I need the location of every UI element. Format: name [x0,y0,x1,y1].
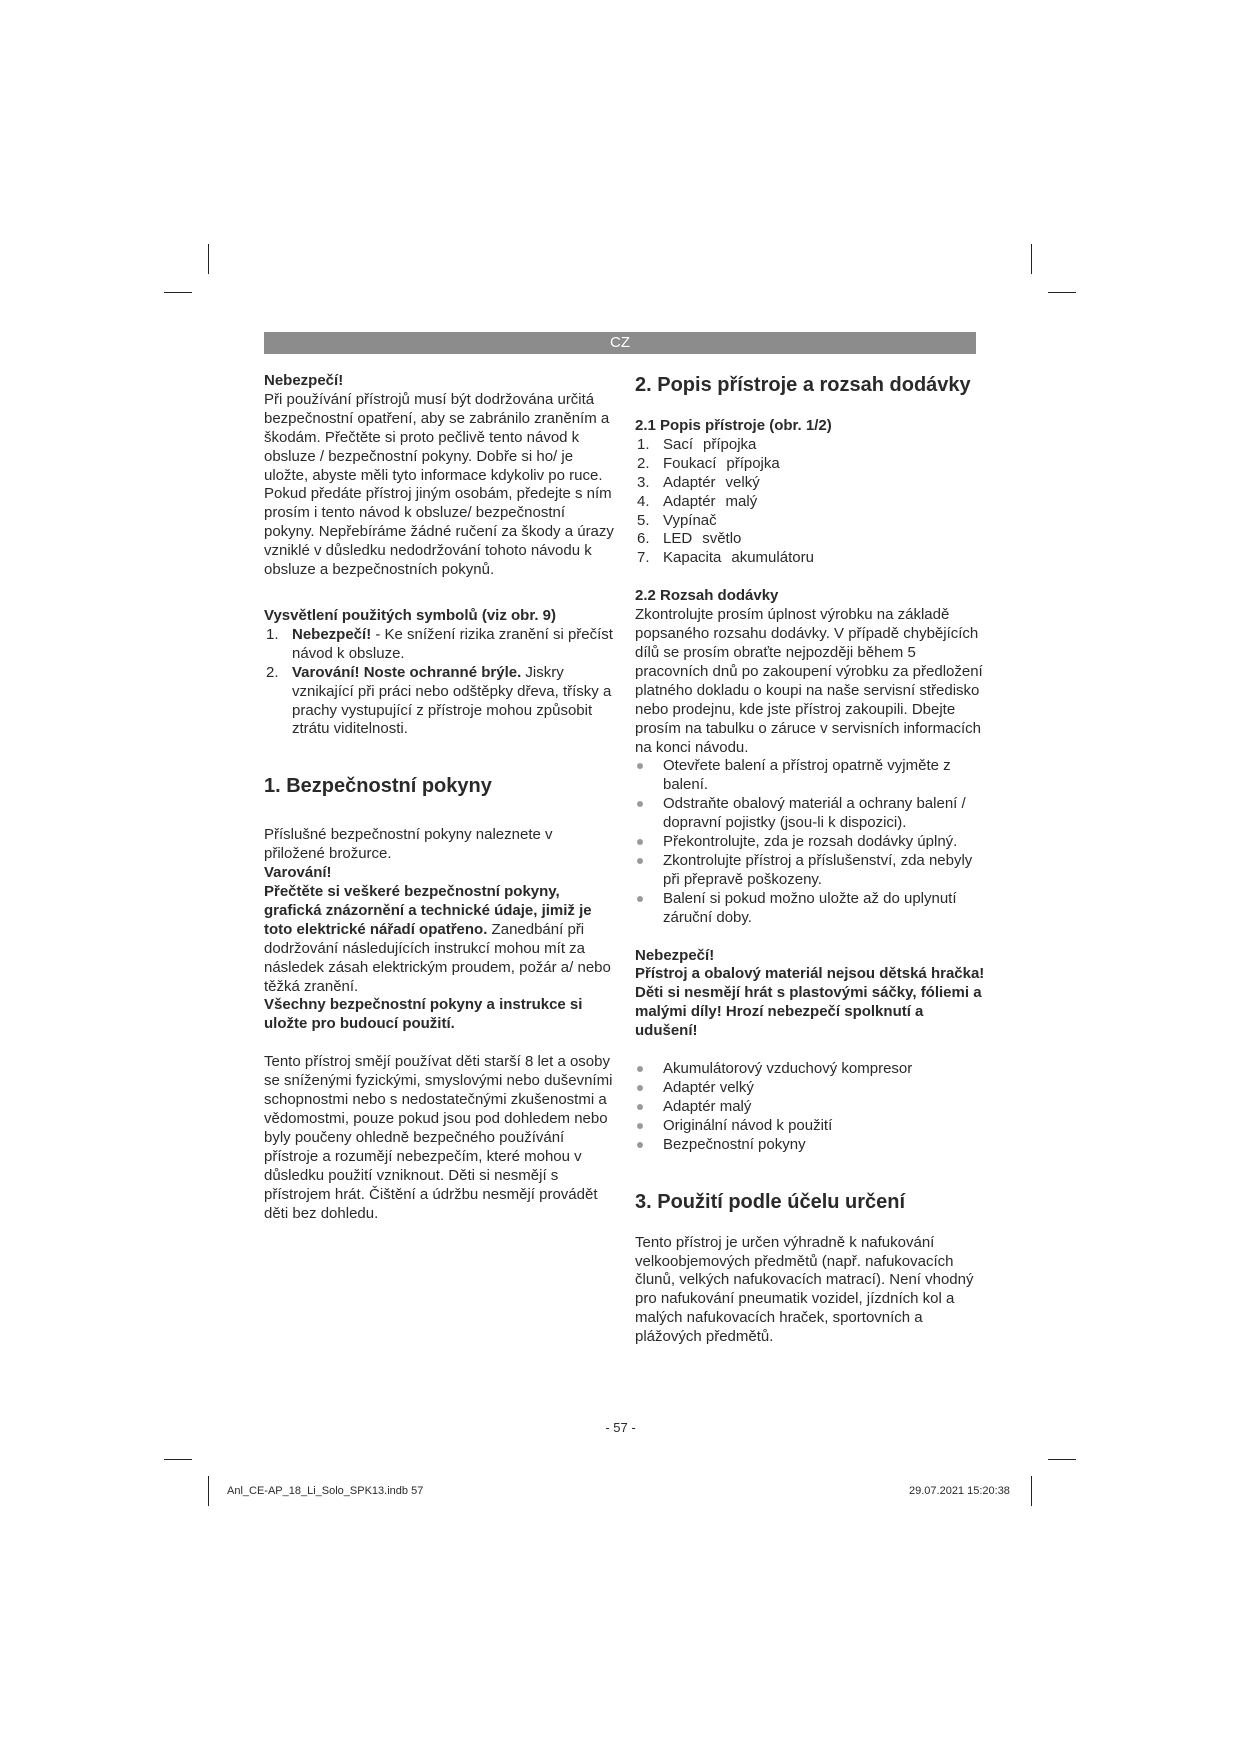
list-item: Balení si pokud možno uložte až do uplynutí záruční doby. [635,890,985,928]
section-3-title: 3. Použití podle účelu určení [635,1190,906,1213]
list-item: 6. LED světlo [637,530,742,548]
danger-heading: Nebezpečí! [635,946,715,964]
symbols-heading: Vysvětlení použitých symbolů (viz obr. 9) [264,606,557,624]
list-item: Adaptér malý [635,1098,985,1117]
list-item: Překontrolujte, zda je rozsah dodávky úplný. [635,833,985,852]
section-1-intro: Příslušné bezpečnostní pokyny naleznete v přiložené brožurce. [264,826,553,863]
crop-mark [208,244,209,274]
section-2-title: 2. Popis přístroje a rozsah dodávky [635,374,971,396]
language-code: CZ [610,334,630,351]
subsection-2-1-title: 2.1 Popis přístroje (obr. 1/2) [635,417,832,434]
crop-mark [1048,1459,1076,1460]
parts-list [635,436,985,568]
section-1-title: 1. Bezpečnostní pokyny [264,775,492,798]
children-paragraph: Tento přístroj smějí používat děti starší 8 let a osoby se sníženými fyzickými, smyslovými nebo duševními schopnostmi nebo s nedostatečnými zkušenostmi a vědomostmi, pouze pokud jsou pod dohledem nebo byly poučeny ohledně bezpečného používání přístroje a rozumějí nebezpečím, které mohou v důsledku použití vzniknout. Děti si nesmějí s přístrojem hrát. Čištění a údržbu nesmějí provádět děti bez dohledu. [264,1053,613,1222]
crop-mark [1031,244,1032,274]
list-item: 3. Adaptér velký [637,473,760,491]
list-item: 4. Adaptér malý [637,492,758,510]
symbols-list [264,626,614,739]
list-item: 2. Varování! Noste ochranné brýle. Jiskry vznikající při práci nebo odštěpky dřeva, třísky a prachy vystupující z přístroje mohou způsobit ztrátu viditelnosti. [266,663,612,738]
page-number: - 57 - [605,1420,636,1435]
warning-paragraph: Přečtěte si veškeré bezpečnostní pokyny, grafická znázornění a technické údaje, jimiž je toto elektrické nářadí opatřeno. Zanedbání při dodržování následujících instrukcí mohou mít za následek zásah elektrickým proudem, požár a/ nebo těžká zranění. [264,883,611,995]
list-item: Zkontrolujte přístroj a příslušenství, zda nebyly při přepravě poškozeny. [635,852,985,890]
crop-mark [164,1459,192,1460]
danger-heading: Nebezpečí! [264,372,344,389]
list-item: 1. Sací přípojka [637,435,757,453]
list-item: 2. Foukací přípojka [637,454,780,472]
subsection-2-2-title: 2.2 Rozsah dodávky [635,587,779,605]
list-item: Originální návod k použití [635,1117,985,1136]
print-timestamp: 29.07.2021 15:20:38 [909,1485,1010,1497]
language-header-bar [264,332,976,354]
unpacking-steps-list [635,757,985,927]
list-item: 1. Nebezpečí! - Ke snížení rizika zranění si přečíst návod k obsluze. [266,625,613,662]
list-item: Otevřete balení a přístroj opatrně vyjměte z balení. [635,757,985,795]
list-item: 7. Kapacita akumulátoru [637,549,814,567]
list-item: Bezpečnostní pokyny [635,1136,985,1155]
delivery-paragraph: Zkontrolujte prosím úplnost výrobku na základě popsaného rozsahu dodávky. V případě chybějících dílů se prosím obraťte nejpozději během 5 pracovních dnů po zakoupení výrobku za předložení platného dokladu o koupi na naše servisní středisko nebo prodejnu, kde jste přístroj zakoupili. Dbejte prosím na tabulku o záruce v servisních informacích na konci návodu. [635,606,983,756]
crop-mark [208,1476,209,1506]
right-column [635,372,985,1347]
list-item: Odstraňte obalový materiál a ochrany balení / dopravní pojistky (jsou-li k dispozici). [635,795,985,833]
crop-mark [164,292,192,293]
delivery-contents-list [635,1060,985,1155]
intended-use-paragraph: Tento přístroj je určen výhradně k nafukování velkoobjemových předmětů (např. nafukovacích člunů, velkých nafukovacích matrací). Není vhodný pro nafukování pneumatik vozidel, jízdních kol a malých nafukovacích hraček, sportovních a plážových předmětů. [635,1233,974,1346]
list-item: Akumulátorový vzduchový kompresor [635,1060,985,1079]
list-item: 5. Vypínač [637,511,717,529]
crop-mark [1048,292,1076,293]
child-safety-warning: Přístroj a obalový materiál nejsou dětská hračka! Děti si nesmějí hrát s plastovými sáčky, fóliemi a malými díly! Hrozí nebezpečí spolknutí a udušení! [635,965,985,1040]
crop-mark [1031,1476,1032,1506]
file-name: Anl_CE-AP_18_Li_Solo_SPK13.indb 57 [227,1485,424,1497]
left-column [264,372,614,1223]
danger-paragraph: Při používání přístrojů musí být dodržována určitá bezpečnostní opatření, aby se zabránilo zraněním a škodám. Přečtěte si proto pečlivě tento návod k obsluze / bezpečnostní pokyny. Dobře si ho/ je uložte, abyste měli tyto informace kdykoliv po ruce. Pokud předáte přístroj jiným osobám, předejte s ním prosím i tento návod k obsluze/ bezpečnostní pokyny. Nepřebíráme žádné ručení za škody a úrazy vzniklé v důsledku nedodržování tohoto návodu k obsluze a bezpečnostních pokynů. [264,390,614,579]
warning-heading: Varování! [264,864,332,882]
keep-instructions-note: Všechny bezpečnostní pokyny a instrukce si uložte pro budoucí použití. [264,996,583,1033]
list-item: Adaptér velký [635,1079,985,1098]
